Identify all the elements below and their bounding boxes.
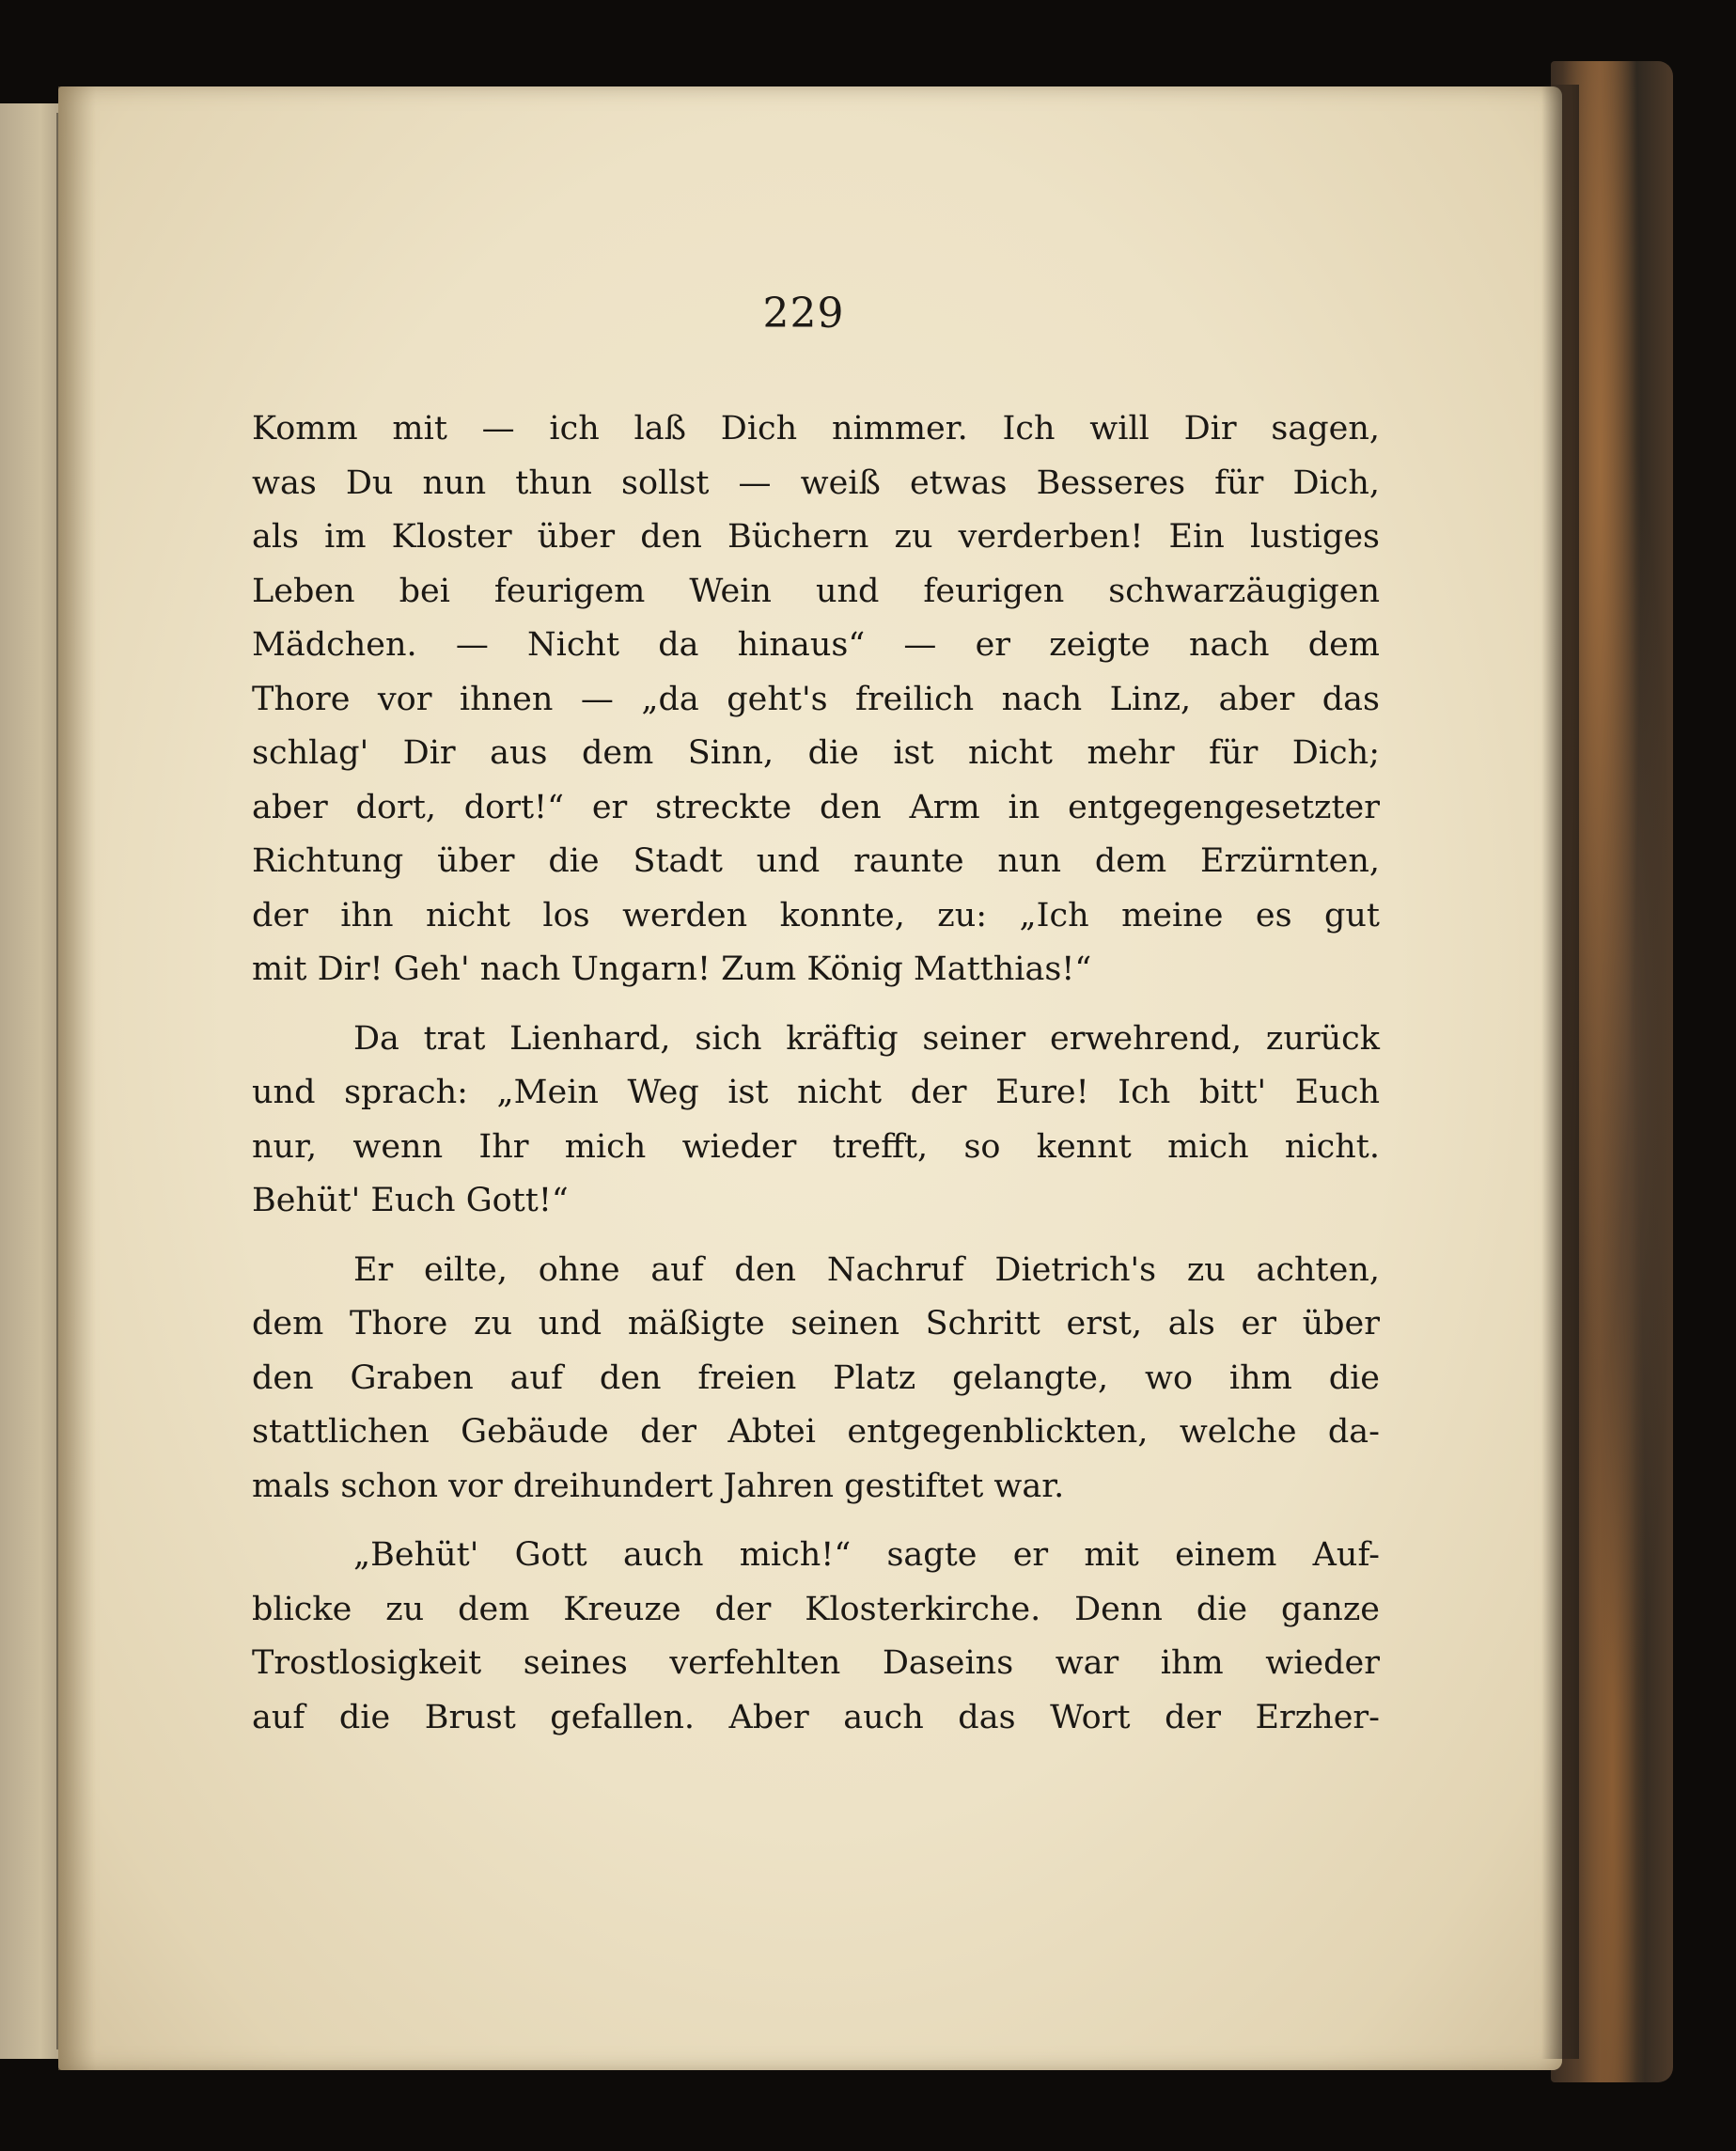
text-line: auf die Brust gefallen. Aber auch das Wort der Erzher- (252, 1698, 1380, 1736)
cover-shadow (1541, 85, 1579, 2059)
text-line: aber dort, dort!“ er streckte den Arm in entgegengesetzter (252, 788, 1380, 826)
text-line: als im Kloster über den Büchern zu verderben! Ein lustiges (252, 518, 1380, 556)
text-line: Komm mit — ich laß Dich nimmer. Ich will Dir sagen, (252, 410, 1380, 447)
text-line: blicke zu dem Kreuze der Klosterkirche. Denn die ganze (252, 1590, 1380, 1628)
text-line: nur, wenn Ihr mich wieder trefft, so kennt mich nicht. (252, 1127, 1380, 1166)
paragraph-gap (252, 1229, 1380, 1244)
text-line: Leben bei feurigem Wein und feurigen schwarzäugigen (252, 572, 1380, 610)
body-text (252, 402, 1380, 1745)
text-line: was Du nun thun sollst — weiß etwas Besseres für Dich, (252, 463, 1380, 502)
text-line: „Behüt' Gott auch mich!“ sagte er mit einem Auf- (353, 1536, 1380, 1574)
text-line: Mädchen. — Nicht da hinaus“ — er zeigte nach dem (252, 626, 1380, 664)
text-line: Richtung über die Stadt und raunte nun dem Erzürnten, (252, 842, 1380, 880)
text-line: Er eilte, ohne auf den Nachruf Dietrich's zu achten, (353, 1250, 1380, 1289)
text-line: den Graben auf den freien Platz gelangte, wo ihm die (252, 1358, 1380, 1397)
paragraph (252, 1529, 1380, 1745)
text-line: stattlichen Gebäude der Abtei entgegenblickten, welche da- (252, 1413, 1380, 1451)
paragraph (252, 1013, 1380, 1229)
text-line: Trostlosigkeit seines verfehlten Daseins war ihm wieder (252, 1644, 1380, 1682)
paragraph-gap (252, 997, 1380, 1013)
page-number: 229 (762, 290, 845, 338)
paragraph-gap (252, 1514, 1380, 1529)
text-line: Thore vor ihnen — „da geht's freilich nach Linz, aber das (252, 680, 1380, 718)
paragraph (252, 402, 1380, 997)
text-line: Da trat Lienhard, sich kräftig seiner erwehrend, zurück (353, 1019, 1380, 1058)
paragraph (252, 1244, 1380, 1515)
text-line: dem Thore zu und mäßigte seinen Schritt erst, als er über (252, 1305, 1380, 1342)
text-line: der ihn nicht los werden konnte, zu: „Ich meine es gut (252, 896, 1380, 934)
text-line: schlag' Dir aus dem Sinn, die ist nicht mehr für Dich; (252, 734, 1380, 772)
text-line: Behüt' Euch Gott!“ (252, 1182, 569, 1219)
text-line: mals schon vor dreihundert Jahren gestiftet war. (252, 1467, 1065, 1505)
text-line: mit Dir! Geh' nach Ungarn! Zum König Matthias!“ (252, 950, 1092, 988)
page-gutter-shading (58, 86, 96, 2070)
text-line: und sprach: „Mein Weg ist nicht der Eure! Ich bitt' Euch (252, 1074, 1380, 1111)
